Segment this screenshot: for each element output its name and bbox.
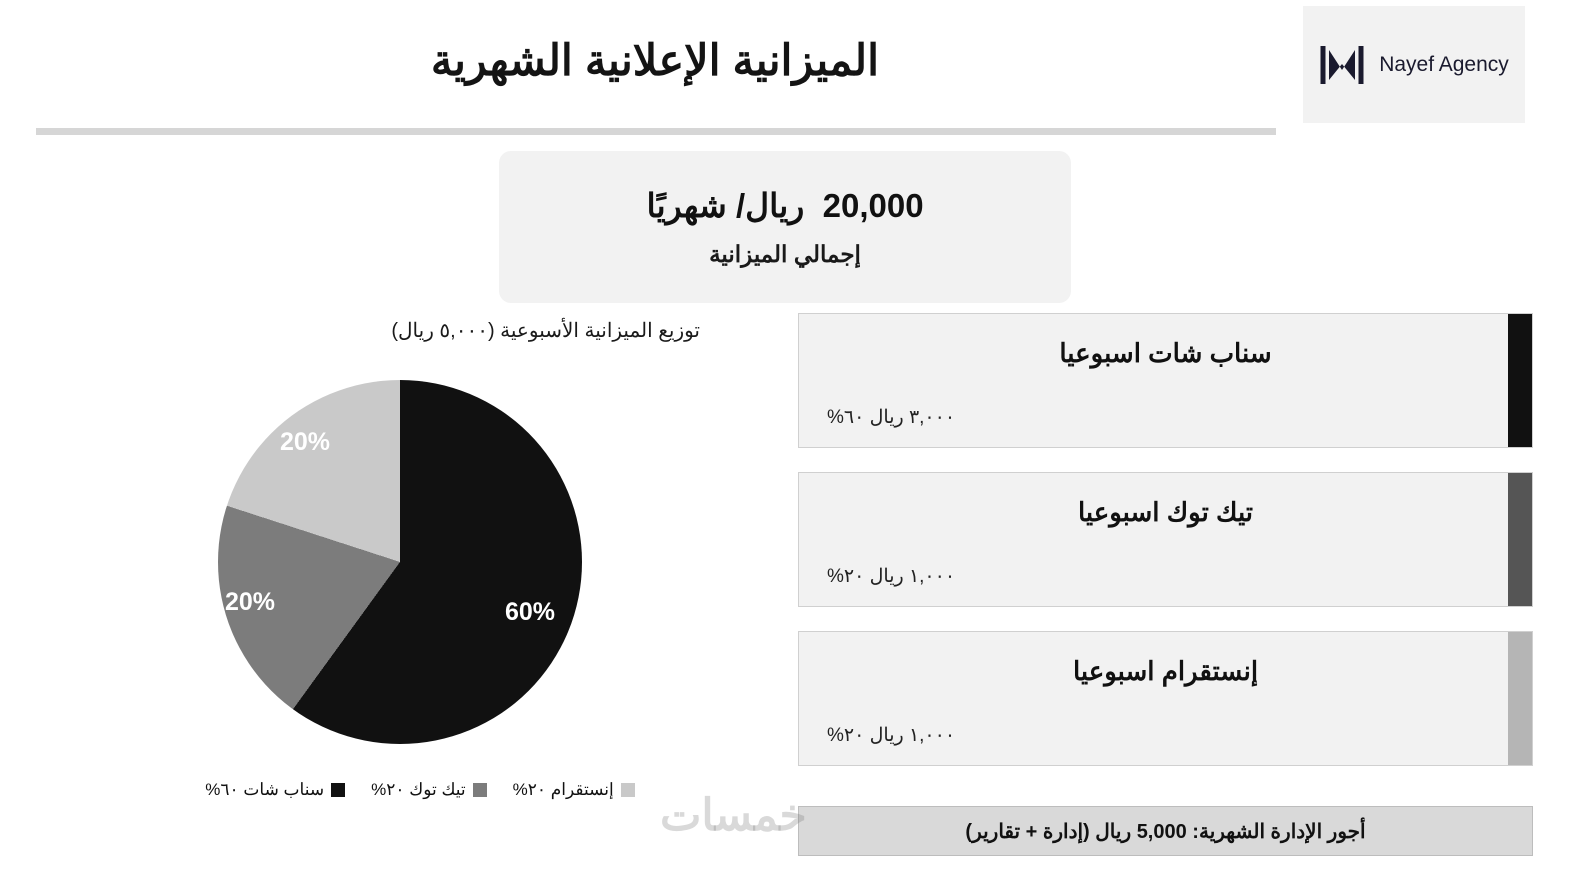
legend-label-snapchat: سناب شات ٦٠% [205,780,325,799]
management-fee-note: أجور الإدارة الشهرية: 5,000 ريال (إدارة + تقارير) [798,806,1533,856]
brand-logo [1303,6,1525,123]
total-budget-amount: 20,000 ريال/ شهريًا [646,187,924,224]
platform-row [798,631,1533,766]
watermark: خمسات [660,791,807,840]
brand-name: Nayef Agency [1379,52,1509,76]
pie-slice-label-snapchat: 60% [505,598,556,626]
legend-label-tiktok: تيك توك ٢٠% [371,780,466,799]
platform-amount-share: ١,٠٠٠ ريال ٢٠% [827,566,956,587]
total-budget-card [499,151,1071,303]
platform-row [798,313,1533,448]
chart-legend [160,780,680,800]
nayef-monogram-icon [1319,44,1365,86]
legend-swatch-icon [473,783,487,797]
platform-amount-share: ٣,٠٠٠ ريال ٦٠% [827,407,956,428]
platform-amount-share: ١,٠٠٠ ريال ٢٠% [827,725,956,746]
budget-pie-chart [120,318,740,838]
platform-row [798,472,1533,607]
platform-name: إنستقرام اسبوعيا [1072,656,1259,686]
pie-slice-label-instagram: 20% [280,428,331,456]
total-budget-label: إجمالي الميزانية [709,241,861,267]
platform-accent-bar [1508,473,1532,606]
legend-swatch-icon [331,783,345,797]
platform-accent-bar [1508,314,1532,447]
legend-item-instagram [513,780,635,800]
chart-caption: توزيع الميزانية الأسبوعية (٥,٠٠٠ ريال) [391,320,700,342]
header-divider [36,128,1276,135]
page-header [0,0,1572,130]
platform-name: تيك توك اسبوعيا [1077,497,1254,527]
legend-item-snapchat [205,780,345,800]
platform-name: سناب شات اسبوعيا [1059,338,1272,368]
pie-graphic [218,380,582,744]
legend-label-instagram: إنستقرام ٢٠% [512,780,614,799]
platform-breakdown-list [798,313,1533,790]
platform-accent-bar [1508,632,1532,765]
legend-swatch-icon [621,783,635,797]
page-title: الميزانية الإعلانية الشهرية [430,37,880,85]
legend-item-tiktok [371,780,487,800]
pie-slice-label-tiktok: 20% [225,588,276,616]
